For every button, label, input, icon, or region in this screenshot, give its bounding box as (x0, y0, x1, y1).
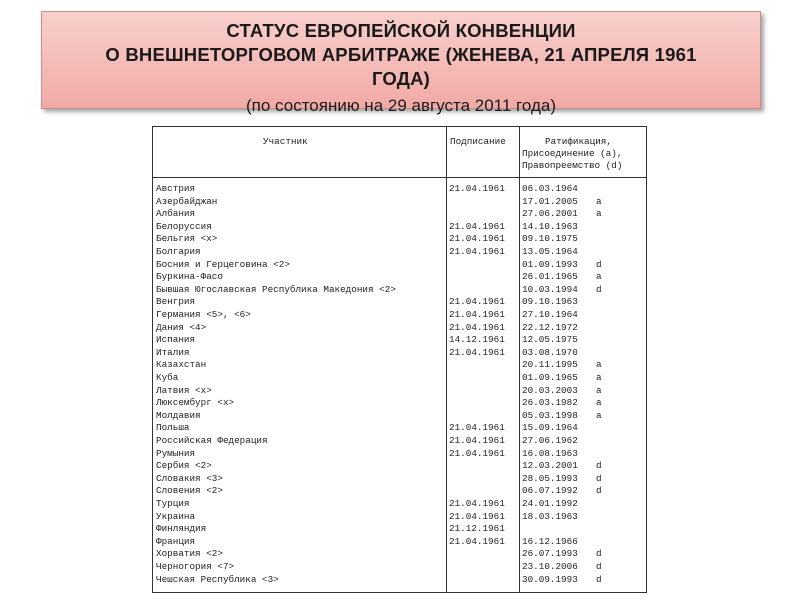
participant-name: Польша (156, 422, 190, 434)
ratification-date: 09.10.1975 (522, 233, 578, 245)
participant-name: Российская Федерация (156, 435, 268, 446)
table-row (153, 233, 646, 246)
signature-date: 21.04.1961 (449, 296, 505, 308)
participant-name: Казахстан (156, 359, 207, 371)
table-row (153, 372, 646, 385)
ratification-date: 06.07.1992 (522, 485, 578, 497)
table-row (153, 448, 646, 461)
table-row (153, 473, 646, 486)
participant-name: Финляндия (156, 523, 207, 535)
ratification-type: d (596, 561, 602, 572)
participant-name: Белоруссия (156, 220, 212, 232)
ratification-type: a (596, 359, 602, 371)
table-row (153, 246, 646, 259)
table-row (153, 221, 646, 234)
ratification-date: 14.10.1963 (522, 220, 578, 232)
participant-name: Болгария (156, 246, 201, 257)
table-row (153, 334, 646, 347)
ratification-type: a (596, 372, 602, 383)
participant-name: Латвия <x> (156, 384, 212, 396)
participant-name: Турция (156, 498, 190, 509)
ratification-type: a (596, 409, 602, 421)
ratification-date: 24.01.1992 (522, 498, 578, 509)
slide-subtitle: (по состоянию на 29 августа 2011 года) (246, 96, 556, 115)
signature-date: 21.04.1961 (449, 447, 505, 459)
participant-name: Черногория <7> (156, 561, 235, 572)
ratification-date: 13.05.1964 (522, 246, 578, 257)
participant-name: Буркина-Фасо (156, 271, 223, 283)
ratification-date: 17.01.2005 (522, 195, 578, 207)
participant-name: Албания (156, 208, 196, 220)
table-row (153, 347, 646, 360)
signature-date: 21.04.1961 (449, 183, 505, 194)
participant-name: Молдавия (156, 409, 201, 421)
participant-name: Германия <5>, <6> (156, 309, 251, 320)
ratification-date: 28.05.1993 (522, 472, 578, 484)
participant-name: Италия (156, 346, 190, 358)
table-row (153, 309, 646, 322)
ratification-type: a (596, 271, 602, 283)
table-row (153, 548, 646, 561)
participant-name: Испания (156, 334, 196, 346)
signature-date: 21.04.1961 (449, 535, 505, 547)
slide-title-line-2: О ВНЕШНЕТОРГОВОМ АРБИТРАЖЕ (ЖЕНЕВА, 21 АПРЕЛЯ 1961 (105, 44, 697, 65)
header-participant: Участник (263, 136, 308, 147)
ratification-date: 01.09.1965 (522, 372, 578, 383)
table-row (153, 359, 646, 372)
participant-name: Франция (156, 535, 196, 547)
participant-name: Люксембург <x> (156, 397, 235, 409)
table-row (153, 498, 646, 511)
ratification-type: d (596, 258, 602, 270)
ratification-date: 27.06.2001 (522, 208, 578, 220)
ratification-type: d (596, 573, 602, 585)
ratification-date: 26.01.1965 (522, 271, 578, 283)
ratification-date: 27.10.1964 (522, 309, 578, 320)
signature-date: 21.12.1961 (449, 523, 505, 535)
ratification-date: 10.03.1994 (522, 283, 578, 295)
participant-name: Румыния (156, 447, 196, 459)
table-row (153, 410, 646, 423)
participant-name: Сербия <2> (156, 460, 212, 472)
table-row (153, 422, 646, 435)
table-row (153, 460, 646, 473)
table-row (153, 511, 646, 524)
participant-name: Босния и Герцеговина <2> (156, 258, 290, 270)
ratification-date: 12.05.1975 (522, 334, 578, 346)
table-row (153, 259, 646, 272)
signature-date: 21.04.1961 (449, 435, 505, 446)
ratification-date: 23.10.2006 (522, 561, 578, 572)
header-signature: Подписание (450, 136, 506, 147)
slide-title-line-1: СТАТУС ЕВРОПЕЙСКОЙ КОНВЕНЦИИ (226, 20, 576, 41)
participant-name: Украина (156, 510, 196, 522)
table-row (153, 536, 646, 549)
ratification-date: 16.12.1966 (522, 535, 578, 547)
table-row (153, 183, 646, 196)
signature-date: 14.12.1961 (449, 334, 505, 346)
signature-date: 21.04.1961 (449, 246, 505, 257)
participant-name: Бывшая Югославская Республика Македония <2> (156, 283, 396, 295)
table-row (153, 561, 646, 574)
ratification-date: 15.09.1964 (522, 422, 578, 434)
participant-name: Чешская Республика <3> (156, 573, 279, 585)
signature-date: 21.04.1961 (449, 422, 505, 434)
table-row (153, 485, 646, 498)
signature-date: 21.04.1961 (449, 309, 505, 320)
ratification-type: d (596, 548, 602, 560)
participant-name: Австрия (156, 183, 196, 194)
ratification-date: 09.10.1963 (522, 296, 578, 308)
slide-title-line-3: ГОДА) (371, 68, 431, 89)
ratification-date: 27.06.1962 (522, 435, 578, 446)
header-ratification-line-1: Ратификация, (545, 136, 612, 147)
participant-name: Азербайджан (156, 195, 218, 207)
ratification-date: 22.12.1972 (522, 321, 578, 333)
table-row (153, 435, 646, 448)
table-row (153, 296, 646, 309)
ratification-date: 06.03.1964 (522, 183, 578, 194)
ratification-date: 30.09.1993 (522, 573, 578, 585)
ratification-type: a (596, 384, 602, 396)
table-row (153, 208, 646, 221)
signature-date: 21.04.1961 (449, 233, 505, 245)
ratification-type: a (596, 208, 602, 220)
participant-name: Дания <4> (156, 321, 207, 333)
participant-name: Словакия <3> (156, 472, 223, 484)
table-row (153, 523, 646, 536)
ratification-date: 01.09.1993 (522, 258, 578, 270)
table-row (153, 385, 646, 398)
signature-date: 21.04.1961 (449, 498, 505, 509)
table-row (153, 397, 646, 410)
ratification-date: 16.08.1963 (522, 447, 578, 459)
signature-date: 21.04.1961 (449, 220, 505, 232)
participant-name: Хорватия <2> (156, 548, 223, 560)
ratification-type: d (596, 472, 602, 484)
ratification-date: 26.03.1982 (522, 397, 578, 409)
signature-date: 21.04.1961 (449, 510, 505, 522)
table-row (153, 196, 646, 209)
ratification-type: d (596, 485, 602, 497)
participant-name: Куба (156, 372, 179, 383)
status-table (152, 126, 647, 593)
ratification-date: 12.03.2001 (522, 460, 578, 472)
ratification-date: 20.03.2003 (522, 384, 578, 396)
participant-name: Венгрия (156, 296, 196, 308)
ratification-date: 20.11.1995 (522, 359, 578, 371)
ratification-type: d (596, 460, 602, 472)
ratification-type: a (596, 397, 602, 409)
table-row (153, 322, 646, 335)
header-ratification-line-2: Присоединение (a), (522, 148, 623, 159)
signature-date: 21.04.1961 (449, 346, 505, 358)
ratification-type: d (596, 283, 602, 295)
ratification-type: a (596, 195, 602, 207)
table-row (153, 574, 646, 587)
signature-date: 21.04.1961 (449, 321, 505, 333)
table-row (153, 284, 646, 297)
ratification-date: 26.07.1993 (522, 548, 578, 560)
header-ratification-line-3: Правопреемство (d) (522, 160, 623, 171)
participant-name: Бельгия <x> (156, 233, 218, 245)
ratification-date: 18.03.1963 (522, 510, 578, 522)
table-row (153, 271, 646, 284)
ratification-date: 03.08.1970 (522, 346, 578, 358)
header-divider (153, 177, 646, 178)
ratification-date: 05.03.1998 (522, 409, 578, 421)
participant-name: Словения <2> (156, 485, 223, 497)
slide-title-box (41, 11, 761, 115)
